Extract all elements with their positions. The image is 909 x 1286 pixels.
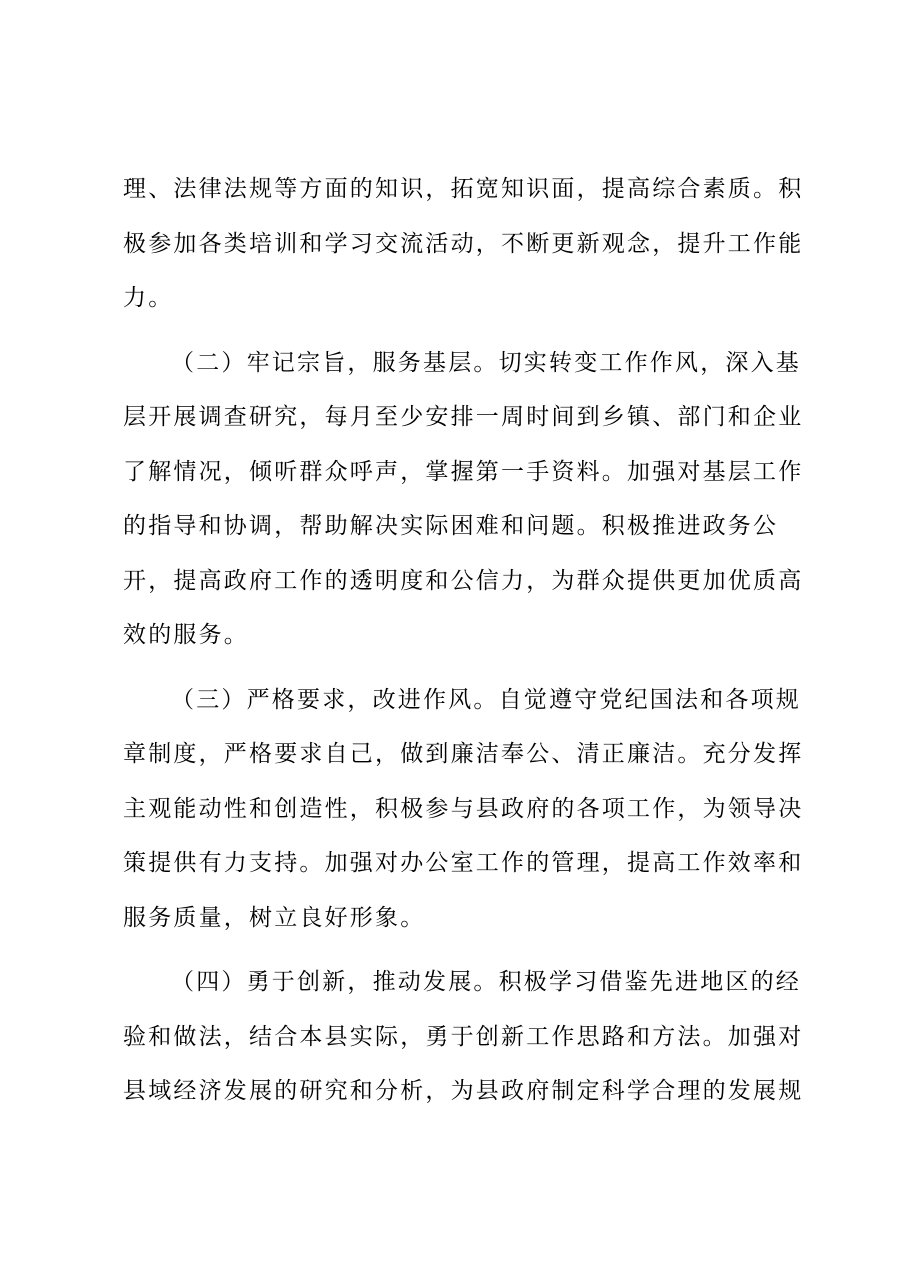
text-line: 章制度，严格要求自己，做到廉洁奉公、清正廉洁。充分发挥 [123,741,804,767]
text-line: 极参加各类培训和学习交流活动，不断更新观念，提升工作能 [123,230,804,257]
paragraph-section-2 [123,336,804,663]
document-body [123,162,804,1119]
text-line: 验和做法，结合本县实际，勇于创新工作思路和方法。加强对 [123,1023,804,1050]
section-heading-line: （三）严格要求，改进作风。自觉遵守党纪国法和各项规 [171,686,801,713]
text-line: 效的服务。 [123,622,249,648]
text-line: 服务质量，树立良好形象。 [123,904,426,931]
text-line: 的指导和协调，帮助解决实际困难和问题。积极推进政务公 [123,513,779,539]
text-line: 力。 [123,285,174,311]
text-line: 开，提高政府工作的透明度和公信力，为群众提供更加优质高 [123,567,804,594]
text-line: 县域经济发展的研究和分析，为县政府制定科学合理的发展规 [123,1078,804,1104]
text-line: 了解情况，倾听群众呼声，掌握第一手资料。加强对基层工作 [123,458,804,485]
text-line: 策提供有力支持。加强对办公室工作的管理，提高工作效率和 [123,850,804,876]
paragraph-section-3 [123,673,804,946]
paragraph-section-4 [123,955,804,1119]
paragraph-continuation [123,162,804,326]
text-line: 层开展调查研究，每月至少安排一周时间到乡镇、部门和企业 [123,404,804,430]
section-heading-line: （二）牢记宗旨，服务基层。切实转变工作作风，深入基 [171,349,801,376]
section-heading-line: （四）勇于创新，推动发展。积极学习借鉴先进地区的经 [171,969,801,995]
text-line: 理、法律法规等方面的知识，拓宽知识面，提高综合素质。积 [123,176,804,202]
text-line: 主观能动性和创造性，积极参与县政府的各项工作，为领导决 [123,795,804,822]
